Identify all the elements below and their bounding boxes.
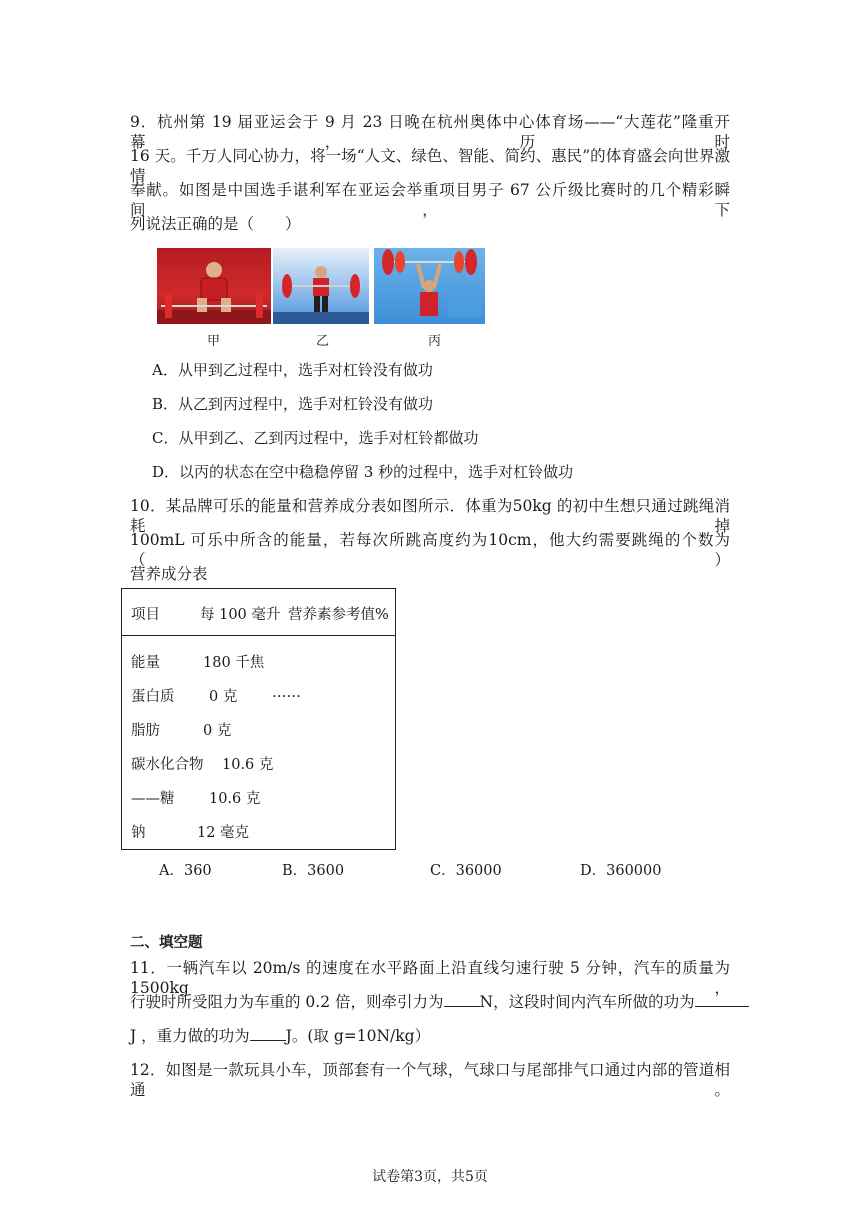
q11-line-2-part-b: N，这段时间内汽车所做的功为 [479, 993, 695, 1011]
q10-choice-a: A．360 [159, 863, 212, 879]
answer-blank-2[interactable] [695, 992, 749, 1007]
row-name: 碳水化合物 [131, 757, 204, 773]
q10-line-2: 100mL 可乐中所含的能量，若每次所跳高度约为10cm，他大约需要跳绳的个数为（ ） [130, 531, 730, 569]
page-footer: 试卷第3页，共5页 [372, 1169, 488, 1185]
q10-choice-c: C．36000 [430, 863, 502, 879]
row-name: 能量 [131, 655, 160, 671]
q11-line-2 [130, 992, 730, 1012]
q9-option-a: A．从甲到乙过程中，选手对杠铃没有做功 [152, 361, 433, 379]
q10-choice-b: B．3600 [282, 863, 345, 879]
row-value: 0 克 [209, 689, 238, 705]
row-value: 10.6 克 [222, 757, 274, 773]
q9-line-1: 9．杭州第 19 届亚运会于 9 月 23 日晚在杭州奥体中心体育场——“大莲花”隆重开幕，历时 [130, 113, 730, 151]
row-value: 12 毫克 [197, 825, 250, 841]
row-name: 蛋白质 [131, 689, 175, 705]
weightlifting-photos [157, 248, 485, 324]
q12-line-1: 12．如图是一款玩具小车，顶部套有一个气球，气球口与尾部排气口通过内部的管道相通。 [130, 1061, 730, 1099]
q9-option-c: C．从甲到乙、乙到丙过程中，选手对杠铃都做功 [152, 429, 479, 447]
q9-line-2: 16 天。千万人同心协力，将一场“人文、绿色、智能、简约、惠民”的体育盛会向世界激情 [130, 147, 730, 185]
caption-jia: 甲 [207, 334, 221, 349]
q9-line-3: 奉献。如图是中国选手谌利军在亚运会举重项目男子 67 公斤级比赛时的几个精彩瞬间，下 [130, 181, 730, 219]
section-heading: 二、填空题 [130, 934, 203, 951]
header-per-100ml: 每 100 毫升 [200, 607, 281, 623]
q11-line-2-part-a: 行驶时所受阻力为车重的 0.2 倍，则牵引力为 [130, 993, 444, 1011]
answer-blank-1[interactable] [444, 992, 480, 1007]
q11-line-3 [130, 1026, 430, 1046]
q11-line-3-part-a: J ，重力做的功为 [130, 1027, 250, 1045]
q9-line-4: 列说法正确的是（ ） [130, 215, 301, 233]
q11-line-3-part-b: J。(取 g=10N/kg） [285, 1027, 431, 1045]
row-value: 180 千焦 [203, 655, 265, 671]
row-value: 0 克 [203, 723, 232, 739]
q11-line-1: 11．一辆汽车以 20m/s 的速度在水平路面上沿直线匀速行驶 5 分钟，汽车的质量为 1500kg， [130, 959, 730, 997]
nutrition-table-header [122, 589, 395, 636]
header-reference: 营养素参考值% [288, 607, 389, 623]
row-extra: …… [272, 685, 301, 701]
nutrition-table [121, 588, 396, 850]
photo-yi [273, 248, 369, 324]
caption-yi: 乙 [316, 334, 330, 349]
q9-option-d: D．以丙的状态在空中稳稳停留 3 秒的过程中，选手对杠铃做功 [152, 463, 574, 481]
answer-blank-3[interactable] [250, 1026, 286, 1041]
row-name: ——糖 [131, 791, 175, 807]
row-value: 10.6 克 [209, 791, 261, 807]
header-item: 项目 [131, 607, 160, 623]
photo-jia [157, 248, 271, 324]
q10-line-1: 10．某品牌可乐的能量和营养成分表如图所示．体重为50kg 的初中生想只通过跳绳消耗掉 [130, 497, 730, 535]
nutrition-table-title: 营养成分表 [130, 565, 208, 583]
q10-choice-d: D．360000 [580, 863, 662, 879]
row-name: 钠 [131, 825, 146, 841]
q9-option-b: B．从乙到丙过程中，选手对杠铃没有做功 [152, 395, 434, 413]
row-name: 脂肪 [131, 723, 160, 739]
photo-bing [374, 248, 485, 324]
caption-bing: 丙 [428, 334, 442, 349]
